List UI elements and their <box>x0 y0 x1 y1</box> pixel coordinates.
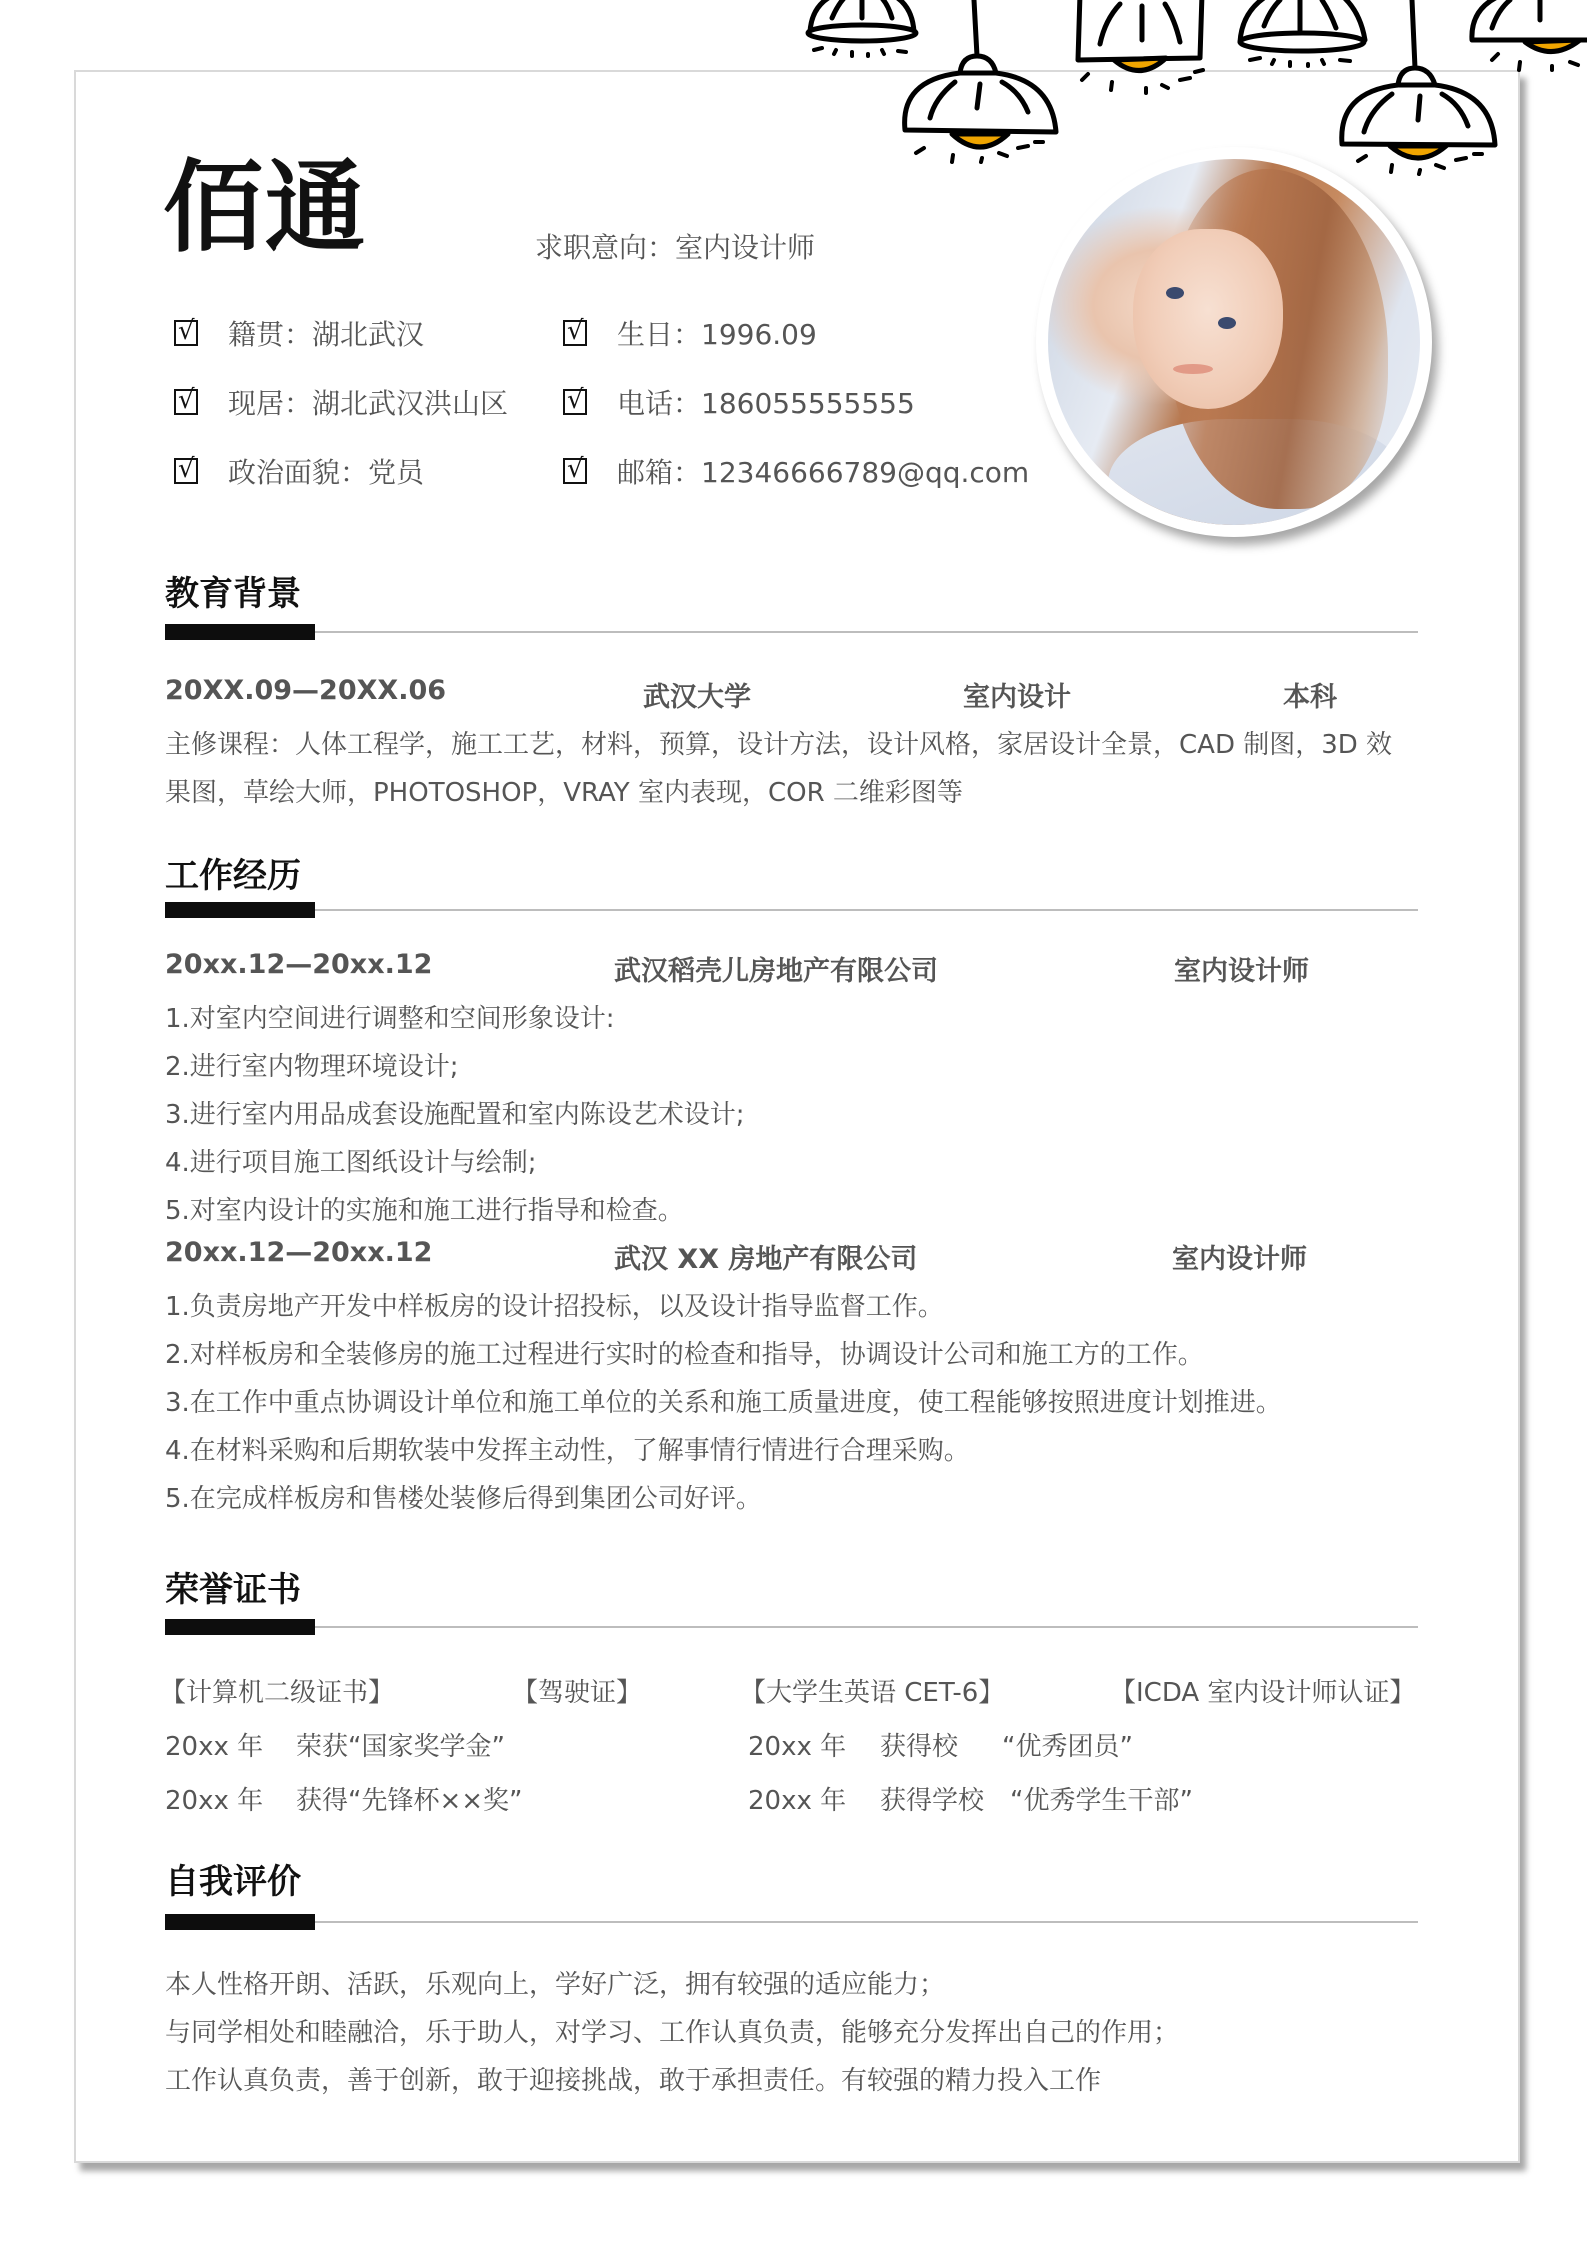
checkbox-checked-icon <box>563 458 587 484</box>
section-title-honors: 荣誉证书 <box>165 1570 301 1610</box>
info-hometown <box>174 313 424 353</box>
job-2-duty: 5.在完成样板房和售楼处装修后得到集团公司好评。 <box>165 1484 762 1514</box>
info-political-status-text: 政治面貌：党员 <box>228 456 425 489</box>
award-text: 荣获“国家奖学金” <box>296 1732 505 1762</box>
checkbox-checked-icon <box>174 458 198 484</box>
job-2-period: 20xx.12—20xx.12 <box>165 1237 433 1268</box>
job-1-duty: 4.进行项目施工图纸设计与绘制; <box>165 1148 537 1178</box>
info-residence-text: 现居：湖北武汉洪山区 <box>228 387 509 420</box>
info-phone-text: 电话：186055555555 <box>617 387 915 420</box>
award-text: 获得“先锋杯××奖” <box>296 1786 523 1816</box>
section-title-work: 工作经历 <box>165 856 301 896</box>
job-1-period: 20xx.12—20xx.12 <box>165 949 433 980</box>
award-year: 20xx 年 <box>748 1786 847 1816</box>
education-period: 20XX.09—20XX.06 <box>165 675 447 706</box>
award-year: 20xx 年 <box>165 1786 264 1816</box>
section-accent-bar <box>165 1619 315 1635</box>
education-degree: 本科 <box>1283 682 1337 713</box>
profile-photo <box>1048 159 1420 525</box>
checkbox-checked-icon <box>563 389 587 415</box>
award-year: 20xx 年 <box>165 1732 264 1762</box>
section-title-self-evaluation: 自我评价 <box>165 1862 301 1902</box>
job-2-duty: 2.对样板房和全装修房的施工过程进行实时的检查和指导，协调设计公司和施工方的工作。 <box>165 1340 1204 1370</box>
job-2-duty: 4.在材料采购和后期软装中发挥主动性，了解事情行情进行合理采购。 <box>165 1436 970 1466</box>
lamp-icon <box>1472 0 1587 70</box>
job-intention: 求职意向：室内设计师 <box>535 231 816 264</box>
checkbox-checked-icon <box>174 389 198 415</box>
award-year: 20xx 年 <box>748 1732 847 1762</box>
certificate-item: 【ICDA 室内设计师认证】 <box>1110 1678 1416 1708</box>
award-name: “优秀团员” <box>1002 1732 1133 1762</box>
award-text: 获得校 <box>880 1732 959 1762</box>
job-1-duty: 2.进行室内物理环境设计; <box>165 1052 459 1082</box>
section-divider <box>315 631 1418 633</box>
info-email <box>563 451 1029 491</box>
info-email-text: 邮箱：12346666789@qq.com <box>617 456 1030 489</box>
info-hometown-text: 籍贯：湖北武汉 <box>228 318 425 351</box>
job-1-position: 室内设计师 <box>1174 956 1309 987</box>
job-2-position: 室内设计师 <box>1172 1244 1307 1275</box>
section-divider <box>315 909 1418 911</box>
section-title-education: 教育背景 <box>165 574 301 614</box>
education-courses-line-1: 主修课程：人体工程学，施工工艺，材料，预算，设计方法，设计风格，家居设计全景，CAD 制图，3D 效 <box>165 730 1393 760</box>
section-divider <box>315 1921 1418 1923</box>
section-accent-bar <box>165 624 315 640</box>
section-accent-bar <box>165 902 315 918</box>
info-birthday <box>563 313 817 353</box>
lamp-icon <box>1240 0 1365 66</box>
job-2-company: 武汉 XX 房地产有限公司 <box>614 1244 918 1275</box>
award-text: 获得学校 <box>880 1786 985 1816</box>
self-evaluation-line: 工作认真负责，善于创新，敢于迎接挑战，敢于承担责任。有较强的精力投入工作 <box>165 2066 1102 2096</box>
section-divider <box>315 1626 1418 1628</box>
job-2-duty: 3.在工作中重点协调设计单位和施工单位的关系和施工质量进度，使工程能够按照进度计划推进。 <box>165 1388 1282 1418</box>
job-1-duty: 3.进行室内用品成套设施配置和室内陈设艺术设计; <box>165 1100 745 1130</box>
candidate-name: 佰通 <box>163 149 367 266</box>
job-2-duty: 1.负责房地产开发中样板房的设计招投标，以及设计指导监督工作。 <box>165 1292 944 1322</box>
section-accent-bar <box>165 1914 315 1930</box>
job-1-company: 武汉稻壳儿房地产有限公司 <box>614 956 938 987</box>
checkbox-checked-icon <box>563 320 587 346</box>
job-1-duty: 5.对室内设计的实施和施工进行指导和检查。 <box>165 1196 684 1226</box>
self-evaluation-line: 本人性格开朗、活跃，乐观向上，学好广泛，拥有较强的适应能力； <box>165 1970 946 2000</box>
info-residence <box>174 382 508 422</box>
info-phone <box>563 382 915 422</box>
info-birthday-text: 生日：1996.09 <box>617 318 817 351</box>
profile-photo-frame <box>1036 147 1432 537</box>
lamp-icon <box>808 0 916 56</box>
job-1-duty: 1.对室内空间进行调整和空间形象设计: <box>165 1004 615 1034</box>
education-school: 武汉大学 <box>643 682 751 713</box>
self-evaluation-line: 与同学相处和睦融洽，乐于助人，对学习、工作认真负责，能够充分发挥出自己的作用； <box>165 2018 1180 2048</box>
award-name: “优秀学生干部” <box>1010 1786 1193 1816</box>
certificate-item: 【驾驶证】 <box>512 1678 643 1708</box>
certificate-item: 【大学生英语 CET-6】 <box>740 1678 1005 1708</box>
info-political-status <box>174 451 424 491</box>
education-major: 室内设计 <box>963 682 1071 713</box>
certificate-item: 【计算机二级证书】 <box>160 1678 395 1708</box>
checkbox-checked-icon <box>174 320 198 346</box>
education-courses-line-2: 果图，草绘大师，PHOTOSHOP，VRAY 室内表现，COR 二维彩图等 <box>165 778 963 808</box>
